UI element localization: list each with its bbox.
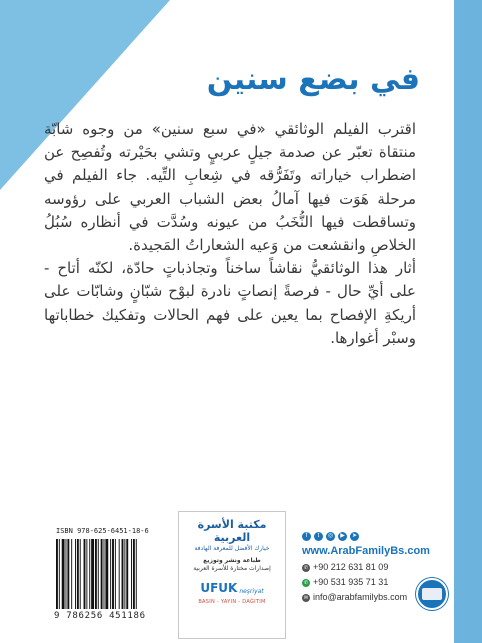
barcode-bar [95, 539, 97, 609]
barcode-digits: 9 786256 451186 [54, 611, 146, 621]
barcode-bar [67, 539, 69, 609]
barcode-bar [110, 539, 111, 609]
publisher-logo-box [178, 511, 286, 639]
spine-stripe [454, 0, 482, 643]
publisher-name: مكتبة الأسرة العربية [197, 518, 267, 544]
barcode-bar [112, 539, 114, 609]
barcode-bar [84, 539, 86, 609]
barcode-bar [77, 539, 79, 609]
barcode-bar [126, 539, 128, 609]
book-title: في بضع سنين [206, 62, 420, 97]
barcode-bar [124, 539, 125, 609]
imprint-tagline: BASIN - YAYIN - DAĞITIM [198, 599, 266, 605]
publisher-seal-icon [416, 578, 448, 610]
barcode-bar [56, 539, 58, 609]
barcode-bar [119, 539, 120, 609]
barcode-area [50, 525, 170, 633]
barcode-bar [98, 539, 99, 609]
twitter-icon[interactable]: t [314, 532, 323, 541]
barcode-bar [101, 539, 103, 609]
barcode-bar [59, 539, 60, 609]
barcode-bar [133, 539, 135, 609]
publisher-tagline: خيارك الأفضل للمعرفة الهادفة [194, 545, 270, 552]
barcode-bar [80, 539, 81, 609]
email-icon: ✉ [303, 594, 309, 601]
blurb-paragraph: أثار هذا الوثائقيُّ نقاشاً ساخناً وتجاذباتٍ حادّة، لكنّه أتاح - على أيِّ حال - فرصةً إنصاتٍ نادرة لبوْح شبّانٍ وشابّات على أريكةِ الإفصاح بما يعين على فهم الحالات وتفكيك خطاباتها وسبْر أغوارها. [44, 259, 416, 347]
barcode-bar [136, 539, 137, 609]
barcode-bar [66, 539, 67, 609]
email-address[interactable]: info@arabfamilybs.com [313, 592, 408, 602]
barcode-bar [86, 539, 87, 609]
website-link[interactable]: www.ArabFamilyBs.com [302, 545, 430, 557]
imprint-name: UFUK [200, 581, 238, 595]
whatsapp-icon: ✆ [303, 579, 309, 586]
publisher-services: طباعة ونشر وتوزيع [203, 557, 261, 564]
whatsapp-number[interactable]: +90 531 935 71 31 [313, 577, 389, 587]
instagram-icon[interactable]: ◎ [327, 533, 334, 539]
barcode-bar [122, 539, 124, 609]
phone-line [302, 560, 452, 575]
barcode-bar [71, 539, 72, 609]
seal-book-icon [422, 588, 442, 600]
facebook-icon[interactable]: f [302, 532, 311, 541]
phone-number[interactable]: +90 212 631 81 09 [313, 562, 389, 572]
imprint-subtitle: neşriyat [239, 588, 264, 595]
telegram-icon[interactable]: ➤ [351, 533, 358, 539]
barcode-bar [131, 539, 132, 609]
social-icons [302, 532, 452, 541]
barcode-bar [115, 539, 116, 609]
barcode-bar [91, 539, 94, 609]
barcode-icon [54, 539, 166, 611]
barcode-bar [104, 539, 105, 609]
youtube-icon[interactable]: ▶ [338, 532, 347, 541]
isbn-label: ISBN 978-625-6451-18-6 [56, 527, 149, 535]
barcode-bar [105, 539, 108, 609]
barcode-bar [89, 539, 90, 609]
phone-icon: ✆ [303, 564, 309, 571]
blurb-paragraph: اقترب الفيلم الوثائقي «في سبع سنين» من وجوه شابّة منتقاة تعبّر عن صدمة جيلٍ عربيٍ وتشي بحَيْرته وتُفصِح عن اضطراب خياراته وتَفَرُّقه في شِعابِ التِّيه. جاء الفيلم في مرحلة هَوَت فيها آمالُ بعض الشباب العربي على رؤوسه وتساقطت فيها النُّخَبُ من عيونه وسُدَّت في أنظاره سُبُلُ الخلاصِ وانقشعت من وَعيه الشعاراتُ المَجيدة. [44, 120, 416, 255]
publisher-selection: إصدارات مختارة للأسرة العربية [193, 565, 271, 572]
back-cover-blurb [44, 118, 416, 350]
imprint-logo [179, 581, 285, 595]
barcode-bar [62, 539, 65, 609]
barcode-bar [75, 539, 76, 609]
